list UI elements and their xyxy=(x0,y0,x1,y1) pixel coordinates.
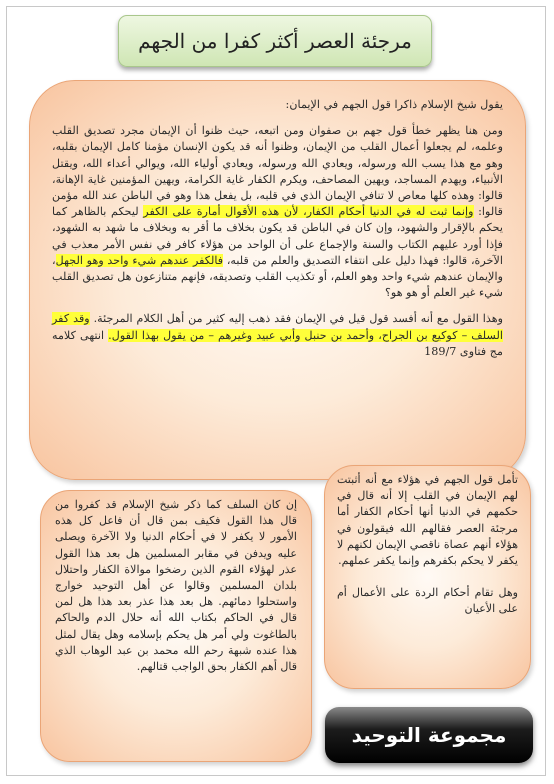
quote-text: ، والإيمان عندهم شيء واحد وهو العلم، أو تكذيب القلب وتصديقه، فإنهم متنازعون هل تصديق القلب شيء غير العلم أو هو هو؟ xyxy=(52,253,503,300)
quote-text: ومن هنا يظهر خطأ قول جهم بن صفوان ومن اتبعه، حيث ظنوا أن الإيمان مجرد تصديق القلب وعلمه، لم يجعلوا أعمال القلب من الإيمان، وظنوا أنه قد يكون الإنسان مؤمنا كامل الإيمان بقلبه، وهو مع هذا يسب الله ورسوله، ويعادي الله ورسوله، ويعادي أولياء الله، ويوالي أعداء الله، ويقتل الأنبياء، ويهدم المساجد، ويهين المصاحف، ويكرم الكفار غاية الكرامة، ويهين المؤمنين غاية الإهانة، قالوا: وهذه كلها معاص لا تنافي الإيمان الذي في قلبه، بل يفعل هذا وهو في الباطن عند الله مؤمن قالوا: xyxy=(52,124,503,219)
note-question: وهل تقام أحكام الردة على الأعمال أم على الأعيان xyxy=(337,586,518,616)
note-bubble-right xyxy=(324,465,531,689)
highlighted-text: وإنما ثبت له في الدنيا أحكام الكفار، لأن هذه الأقوال أمارة على الكفر xyxy=(143,205,474,219)
note-paragraph: إن كان السلف كما ذكر شيخ الإسلام قد كفروا من قال هذا القول فكيف بمن قال أن فاعل كل هذه الأمور لا يكفر لا في أحكام الدنيا ولا الآخرة ويصلى عليه ويدفن في مقابر المسلمين هل بعد هذا القول عذر لهؤلاء القوم الذين رضخوا موالاة الكفار واحتلال بلدان المسلمين وقالوا عن أهل التوحيد خوارج واستحلوا دمائهم. هل بعد هذا عذر بعد هذا هل لمن قال في الحاكم بكتاب الله أنه حلال الدم والحاكم بالطاغوت ولي أمر هل يحكم بإسلامه وهل يقال لمثل هذا عنده شبهة رحم الله محمد بن عبد الوهاب الذي قال أهم الكفار بحق الواجب قتالهم. xyxy=(55,498,297,674)
highlighted-text: وقد كفر السلف – كوكيع بن الجراح، وأحمد بن حنبل وأبي عبيد وغيرهم – من يقول بهذا القول. xyxy=(52,312,503,342)
quote-paragraph-2 xyxy=(52,311,503,360)
highlighted-text: فالكفر عندهم شيء واحد وهو الجهل xyxy=(55,253,224,267)
page-title: مرجئة العصر أكثر كفرا من الجهم xyxy=(118,15,432,67)
quote-text: ليحكم بالظاهر كما يحكم بالإقرار والشهود، وإن كان في الباطن قد يكون بخلاف ما أقر به وبخلاف ما شهد به الشهود، فإذا أورد عليهم الكتاب والسنة والإجماع على أن الواحد من هؤلاء كافر في نفس الأمر معذب في الآخرة، قالوا: فهذا دليل على انتفاء التصديق والعلم من قلبه، xyxy=(52,205,503,267)
intro-text: يقول شيخ الإسلام ذاكرا قول الجهم في الإيمان: xyxy=(285,98,503,111)
quote-text: وهذا القول مع أنه أفسد قول قيل في الإيمان فقد ذهب إليه كثير من أهل الكلام المرجئة. xyxy=(93,312,504,326)
main-quote-bubble xyxy=(29,80,526,480)
group-logo-label: مجموعة التوحيد xyxy=(325,707,533,763)
source-citation: انتهى كلامه مج فتاوى 189/7 xyxy=(52,328,503,358)
note-paragraph: تأمل قول الجهم في هؤلاء مع أنه أثبتت لهم الإيمان في القلب إلا أنه قال في حكمهم في الدنيا أنها أحكام الكفار أما مرجئة العصر فقالهم الله فيقولون في هؤلاء أنهم عصاة ناقصي الإيمان لكنهم لا يكفر لا يحكم بكفرهم وإنما يكفر عملهم. xyxy=(337,473,518,568)
quote-paragraph-1 xyxy=(52,123,503,301)
note-bubble-left xyxy=(40,490,312,762)
